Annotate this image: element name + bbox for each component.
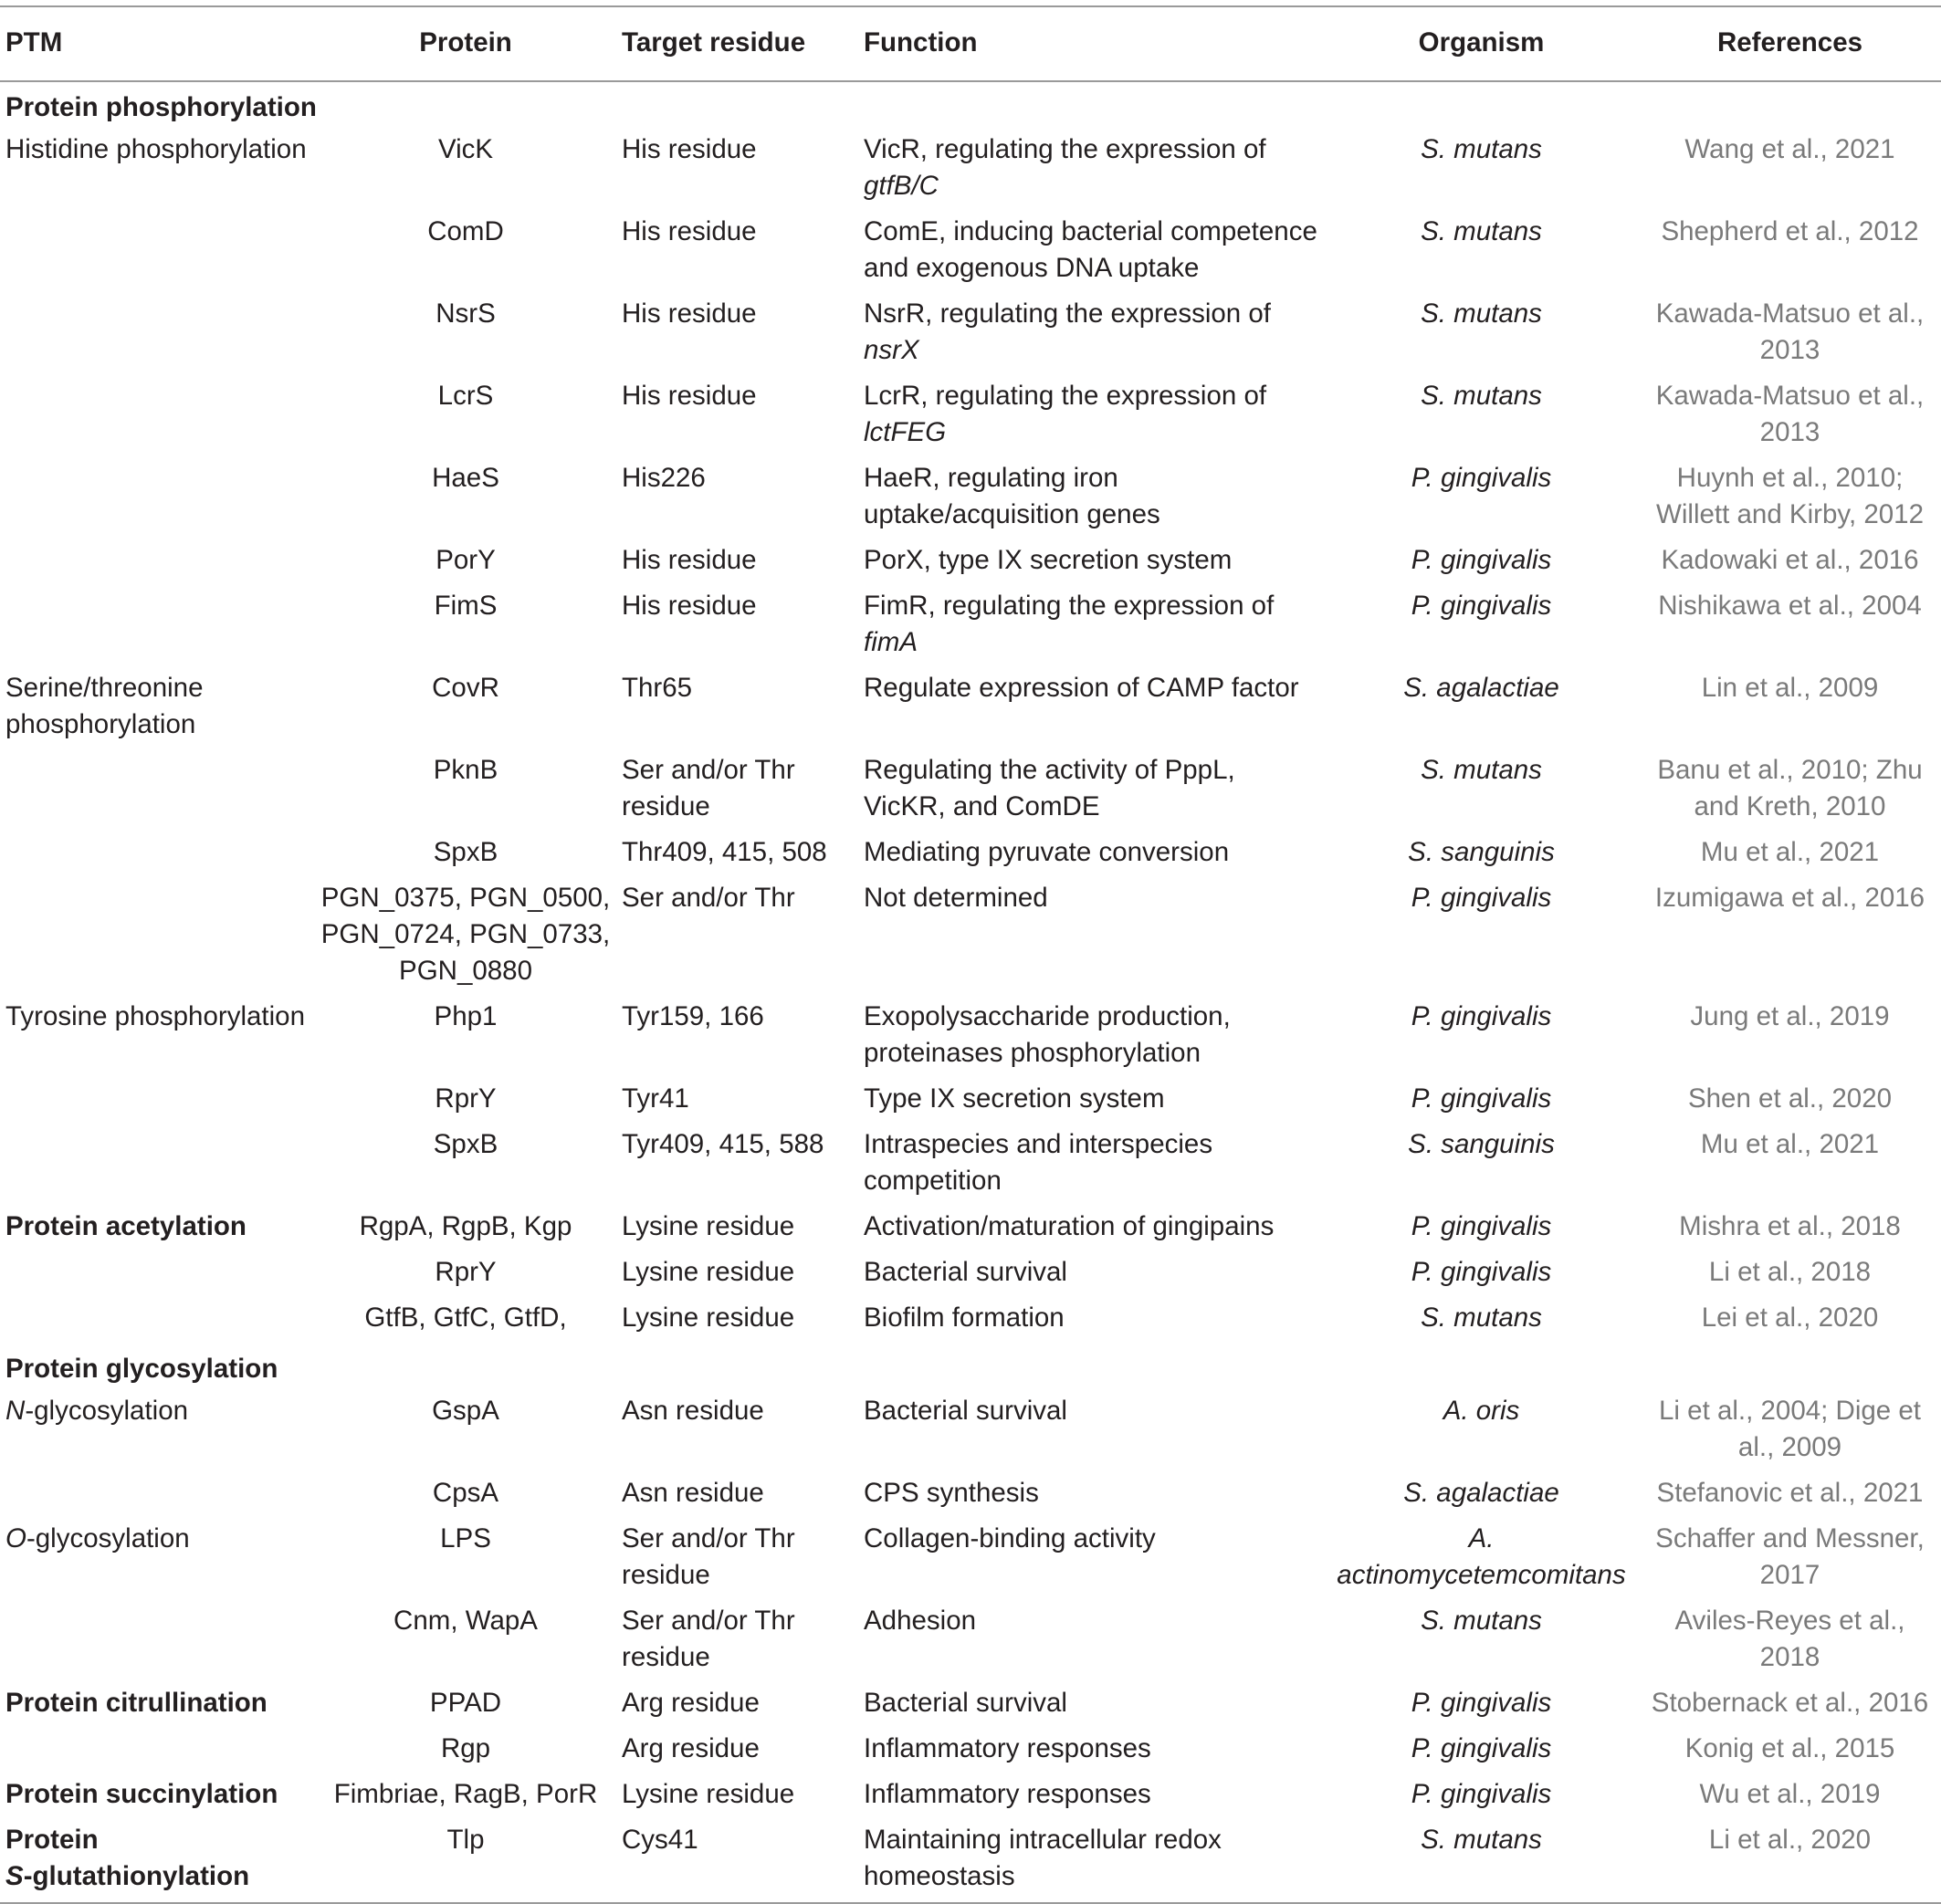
protein-cell: CovR xyxy=(432,673,499,703)
function-text: Regulating the activity of PppL, VicKR, and ComDE xyxy=(864,755,1235,821)
reference-link[interactable]: Kawada-Matsuo et al., 2013 xyxy=(1655,381,1925,447)
ptm-cell xyxy=(0,586,315,668)
organism-cell: P. gingivalis xyxy=(1411,1211,1552,1241)
protein-cell: RprY xyxy=(435,1257,497,1287)
reference-link[interactable]: Kadowaki et al., 2016 xyxy=(1661,545,1919,575)
function-text: Bacterial survival xyxy=(864,1257,1067,1287)
reference-link[interactable]: Konig et al., 2015 xyxy=(1684,1733,1895,1763)
protein-cell: LPS xyxy=(440,1523,491,1554)
table-row xyxy=(0,1683,1941,1729)
table-row xyxy=(0,1519,1941,1601)
table-row xyxy=(0,1125,1941,1207)
table-row xyxy=(0,832,1941,878)
ptm-prefix: N xyxy=(5,1396,26,1426)
function-gene: gtfB/C xyxy=(864,171,939,201)
target-residue-cell: His residue xyxy=(622,591,757,621)
function-text: Intraspecies and interspecies competition xyxy=(864,1129,1213,1196)
protein-cell: ComD xyxy=(427,216,504,246)
protein-cell: RprY xyxy=(435,1083,497,1114)
organism-cell: S. sanguinis xyxy=(1408,837,1555,867)
reference-link[interactable]: Aviles-Reyes et al., 2018 xyxy=(1674,1606,1905,1672)
ptm-cell xyxy=(0,997,315,1079)
target-residue-cell: His residue xyxy=(622,216,757,246)
table-row xyxy=(0,1298,1941,1344)
function-cell xyxy=(858,1391,1324,1473)
organism-cell: S. agalactiae xyxy=(1403,673,1559,703)
target-residue-cell: His residue xyxy=(622,381,757,411)
function-cell xyxy=(858,586,1324,668)
target-residue-cell: Arg residue xyxy=(622,1688,760,1718)
target-residue-cell: Tyr159, 166 xyxy=(622,1001,764,1031)
organism-cell: S. mutans xyxy=(1421,1825,1542,1855)
protein-cell: HaeS xyxy=(432,463,499,493)
ptm-label: Serine/threonine phosphorylation xyxy=(5,673,204,739)
function-cell xyxy=(858,1820,1324,1903)
reference-link[interactable]: Lei et al., 2020 xyxy=(1701,1302,1879,1333)
function-cell xyxy=(858,997,1324,1079)
ptm-cell xyxy=(0,1729,315,1774)
reference-link[interactable]: Stobernack et al., 2016 xyxy=(1651,1688,1929,1718)
reference-link[interactable]: Banu et al., 2010; Zhu and Kreth, 2010 xyxy=(1657,755,1923,821)
function-text: Bacterial survival xyxy=(864,1396,1067,1426)
organism-cell: P. gingivalis xyxy=(1411,883,1552,913)
table-row xyxy=(0,130,1941,212)
reference-link[interactable]: Izumigawa et al., 2016 xyxy=(1654,883,1925,913)
protein-cell: Cnm, WapA xyxy=(393,1606,538,1636)
ptm-cell xyxy=(0,1298,315,1344)
function-cell xyxy=(858,668,1324,750)
organism-cell: P. gingivalis xyxy=(1411,1001,1552,1031)
table-row xyxy=(0,376,1941,458)
protein-cell: FimS xyxy=(434,591,498,621)
ptm-cell xyxy=(0,668,315,750)
protein-cell: Php1 xyxy=(434,1001,498,1031)
function-text: Maintaining intracellular redox homeostasis xyxy=(864,1825,1222,1891)
target-residue-cell: Ser and/or Thr residue xyxy=(622,1523,795,1590)
organism-cell: P. gingivalis xyxy=(1411,1257,1552,1287)
function-text: Not determined xyxy=(864,883,1048,913)
protein-cell: SpxB xyxy=(433,1129,498,1159)
organism-cell: P. gingivalis xyxy=(1411,1779,1552,1809)
organism-cell: S. mutans xyxy=(1421,216,1542,246)
function-text: Regulate expression of CAMP factor xyxy=(864,673,1299,703)
function-text: Bacterial survival xyxy=(864,1688,1067,1718)
protein-cell: PknB xyxy=(433,755,498,785)
ptm-cell xyxy=(0,1519,315,1601)
ptm-cell xyxy=(0,540,315,586)
protein-cell: Fimbriae, RagB, PorR xyxy=(333,1779,598,1809)
function-cell xyxy=(858,1601,1324,1683)
function-text: PorX, type IX secretion system xyxy=(864,545,1233,575)
ptm-label: Protein S-glutathionylation xyxy=(5,1825,250,1891)
section-heading: Protein glycosylation xyxy=(5,1354,278,1384)
organism-cell: S. mutans xyxy=(1421,298,1542,329)
target-residue-cell: Cys41 xyxy=(622,1825,698,1855)
organism-cell: P. gingivalis xyxy=(1411,463,1552,493)
target-residue-cell: Asn residue xyxy=(622,1478,764,1508)
target-residue-cell: Thr409, 415, 508 xyxy=(622,837,827,867)
ptm-cell xyxy=(0,376,315,458)
function-text: Collagen-binding activity xyxy=(864,1523,1156,1554)
protein-cell: NsrS xyxy=(435,298,496,329)
ptm-cell xyxy=(0,1473,315,1519)
header-protein: Protein xyxy=(419,27,512,58)
ptm-label: Tyrosine phosphorylation xyxy=(5,1001,305,1031)
protein-cell: Tlp xyxy=(446,1825,485,1855)
function-cell xyxy=(858,1298,1324,1344)
function-text: CPS synthesis xyxy=(864,1478,1039,1508)
function-gene: nsrX xyxy=(864,335,919,365)
ptm-table xyxy=(0,5,1941,1904)
function-cell xyxy=(858,458,1324,540)
function-text: VicR, regulating the expression of xyxy=(864,134,1266,164)
function-text: Type IX secretion system xyxy=(864,1083,1165,1114)
organism-cell: A. actinomycetemcomitans xyxy=(1337,1523,1626,1590)
ptm-cell xyxy=(0,1820,315,1903)
ptm-cell xyxy=(0,458,315,540)
target-residue-cell: His residue xyxy=(622,545,757,575)
ptm-label: Protein succinylation xyxy=(5,1779,278,1809)
table-row xyxy=(0,1729,1941,1774)
target-residue-cell: His residue xyxy=(622,298,757,329)
header-organism: Organism xyxy=(1418,27,1545,58)
ptm-cell xyxy=(0,1079,315,1125)
organism-cell: A. oris xyxy=(1443,1396,1520,1426)
organism-cell: S. mutans xyxy=(1421,1302,1542,1333)
function-cell xyxy=(858,1729,1324,1774)
function-text: LcrR, regulating the expression of xyxy=(864,381,1267,411)
function-cell xyxy=(858,130,1324,212)
table-row xyxy=(0,212,1941,294)
table-row xyxy=(0,1601,1941,1683)
table-body xyxy=(0,81,1941,1903)
target-residue-cell: Thr65 xyxy=(622,673,693,703)
function-text: NsrR, regulating the expression of xyxy=(864,298,1272,329)
target-residue-cell: Lysine residue xyxy=(622,1302,795,1333)
function-text: Adhesion xyxy=(864,1606,977,1636)
function-cell xyxy=(858,212,1324,294)
table-row xyxy=(0,668,1941,750)
table-row xyxy=(0,878,1941,997)
table-row xyxy=(0,1774,1941,1820)
function-text: Mediating pyruvate conversion xyxy=(864,837,1230,867)
ptm-cell xyxy=(0,130,315,212)
protein-cell: PGN_0375, PGN_0500, PGN_0724, PGN_0733, PGN_0880 xyxy=(320,883,611,986)
function-cell xyxy=(858,376,1324,458)
organism-cell: S. sanguinis xyxy=(1408,1129,1555,1159)
protein-cell: PPAD xyxy=(429,1688,502,1718)
header-target-residue: Target residue xyxy=(622,27,806,58)
table-row xyxy=(0,1079,1941,1125)
function-text: Exopolysaccharide production, proteinases phosphorylation xyxy=(864,1001,1231,1068)
section-row xyxy=(0,81,1941,130)
protein-cell: GtfB, GtfC, GtfD, xyxy=(364,1302,567,1333)
organism-cell: P. gingivalis xyxy=(1411,591,1552,621)
target-residue-cell: Tyr409, 415, 588 xyxy=(622,1129,824,1159)
function-text: Biofilm formation xyxy=(864,1302,1065,1333)
table-header xyxy=(0,6,1941,81)
target-residue-cell: Lysine residue xyxy=(622,1779,795,1809)
function-text: Activation/maturation of gingipains xyxy=(864,1211,1275,1241)
function-cell xyxy=(858,540,1324,586)
header-ptm: PTM xyxy=(5,27,63,58)
function-cell xyxy=(858,1683,1324,1729)
ptm-cell xyxy=(0,212,315,294)
function-cell xyxy=(858,878,1324,997)
ptm-cell xyxy=(0,1207,315,1252)
function-cell xyxy=(858,1252,1324,1298)
function-cell xyxy=(858,1207,1324,1252)
function-cell xyxy=(858,1473,1324,1519)
target-residue-cell: Lysine residue xyxy=(622,1211,795,1241)
table-row xyxy=(0,458,1941,540)
function-text: FimR, regulating the expression of xyxy=(864,591,1275,621)
protein-cell: CpsA xyxy=(432,1478,499,1508)
table-row xyxy=(0,294,1941,376)
protein-cell: VicK xyxy=(437,134,494,164)
reference-link[interactable]: Mu et al., 2021 xyxy=(1700,1129,1880,1159)
reference-link[interactable]: Wu et al., 2019 xyxy=(1699,1779,1881,1809)
reference-link[interactable]: Li et al., 2004; Dige et al., 2009 xyxy=(1659,1396,1921,1462)
table-row xyxy=(0,1391,1941,1473)
reference-link[interactable]: Nishikawa et al., 2004 xyxy=(1658,591,1922,621)
reference-link[interactable]: Li et al., 2018 xyxy=(1708,1257,1872,1287)
reference-link[interactable]: Jung et al., 2019 xyxy=(1690,1001,1890,1031)
protein-cell: Rgp xyxy=(440,1733,491,1763)
target-residue-cell: His226 xyxy=(622,463,706,493)
organism-cell: S. agalactiae xyxy=(1403,1478,1559,1508)
ptm-cell xyxy=(0,832,315,878)
ptm-cell xyxy=(0,1774,315,1820)
table-row xyxy=(0,1207,1941,1252)
reference-link[interactable]: Kawada-Matsuo et al., 2013 xyxy=(1655,298,1925,365)
organism-cell: S. mutans xyxy=(1421,1606,1542,1636)
table-row xyxy=(0,540,1941,586)
table-row xyxy=(0,586,1941,668)
function-gene: fimA xyxy=(864,627,918,657)
function-cell xyxy=(858,294,1324,376)
function-gene: lctFEG xyxy=(864,417,947,447)
organism-cell: P. gingivalis xyxy=(1411,1733,1552,1763)
target-residue-cell: Ser and/or Thr residue xyxy=(622,1606,795,1672)
table-row xyxy=(0,750,1941,832)
reference-link[interactable]: Mishra et al., 2018 xyxy=(1679,1211,1901,1241)
organism-cell: S. mutans xyxy=(1421,134,1542,164)
function-cell xyxy=(858,750,1324,832)
table-row xyxy=(0,1820,1941,1903)
ptm-label: -glycosylation xyxy=(25,1396,189,1426)
ptm-cell xyxy=(0,878,315,997)
ptm-cell xyxy=(0,1391,315,1473)
target-residue-cell: Tyr41 xyxy=(622,1083,689,1114)
protein-cell: PorY xyxy=(435,545,496,575)
ptm-cell xyxy=(0,1125,315,1207)
ptm-label: -glycosylation xyxy=(26,1523,190,1554)
target-residue-cell: His residue xyxy=(622,134,757,164)
reference-link[interactable]: Li et al., 2020 xyxy=(1708,1825,1872,1855)
ptm-cell xyxy=(0,1601,315,1683)
ptm-label: Protein acetylation xyxy=(5,1211,247,1241)
reference-link[interactable]: Shen et al., 2020 xyxy=(1687,1083,1893,1114)
reference-link[interactable]: Lin et al., 2009 xyxy=(1701,673,1879,703)
function-text: Inflammatory responses xyxy=(864,1733,1151,1763)
section-heading: Protein phosphorylation xyxy=(5,92,317,122)
reference-link[interactable]: Schaffer and Messner, 2017 xyxy=(1655,1523,1925,1590)
ptm-cell xyxy=(0,1683,315,1729)
section-row xyxy=(0,1344,1941,1391)
organism-cell: S. mutans xyxy=(1421,381,1542,411)
function-cell xyxy=(858,832,1324,878)
organism-cell: S. mutans xyxy=(1421,755,1542,785)
table-row xyxy=(0,997,1941,1079)
ptm-label: Histidine phosphorylation xyxy=(5,134,307,164)
reference-link[interactable]: Wang et al., 2021 xyxy=(1684,134,1895,164)
target-residue-cell: Ser and/or Thr xyxy=(622,883,795,913)
protein-cell: GspA xyxy=(432,1396,499,1426)
function-text: HaeR, regulating iron uptake/acquisition genes xyxy=(864,463,1160,529)
ptm-prefix: O xyxy=(5,1523,26,1554)
function-cell xyxy=(858,1079,1324,1125)
function-cell xyxy=(858,1519,1324,1601)
ptm-cell xyxy=(0,294,315,376)
function-text: ComE, inducing bacterial competence and exogenous DNA uptake xyxy=(864,216,1317,283)
organism-cell: P. gingivalis xyxy=(1411,545,1552,575)
header-references: References xyxy=(1716,27,1863,58)
reference-link[interactable]: Huynh et al., 2010; Willett and Kirby, 2012 xyxy=(1656,463,1924,529)
header-row xyxy=(0,6,1941,81)
protein-cell: RgpA, RgpB, Kgp xyxy=(359,1211,572,1241)
table-row xyxy=(0,1473,1941,1519)
reference-link[interactable]: Stefanovic et al., 2021 xyxy=(1656,1478,1924,1508)
ptm-cell xyxy=(0,750,315,832)
ptm-cell xyxy=(0,1252,315,1298)
protein-cell: SpxB xyxy=(433,837,498,867)
function-cell xyxy=(858,1774,1324,1820)
reference-link[interactable]: Mu et al., 2021 xyxy=(1700,837,1880,867)
table-row xyxy=(0,1252,1941,1298)
function-text: Inflammatory responses xyxy=(864,1779,1151,1809)
reference-link[interactable]: Shepherd et al., 2012 xyxy=(1661,216,1919,246)
target-residue-cell: Ser and/or Thr residue xyxy=(622,755,795,821)
protein-cell: LcrS xyxy=(437,381,494,411)
organism-cell: P. gingivalis xyxy=(1411,1083,1552,1114)
organism-cell: P. gingivalis xyxy=(1411,1688,1552,1718)
target-residue-cell: Asn residue xyxy=(622,1396,764,1426)
function-cell xyxy=(858,1125,1324,1207)
target-residue-cell: Arg residue xyxy=(622,1733,760,1763)
target-residue-cell: Lysine residue xyxy=(622,1257,795,1287)
header-function: Function xyxy=(864,27,978,58)
ptm-label: Protein citrullination xyxy=(5,1688,268,1718)
